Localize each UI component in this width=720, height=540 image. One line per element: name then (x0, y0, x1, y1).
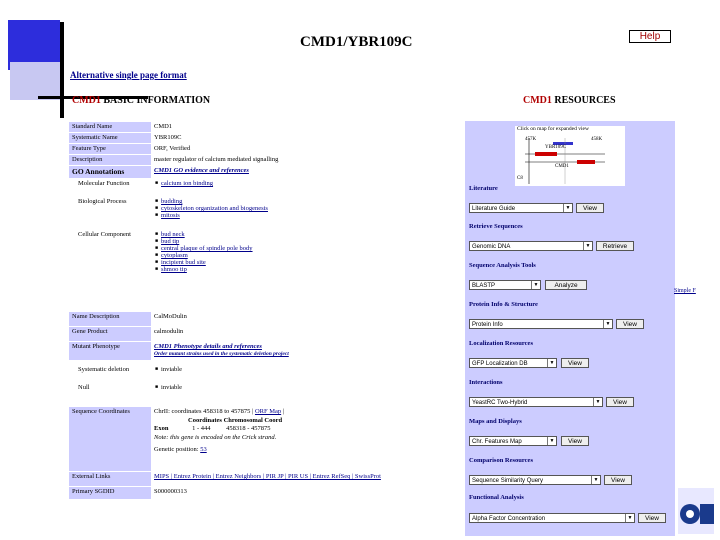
chromosome-map[interactable] (515, 126, 625, 186)
table-row (69, 472, 461, 487)
protein-header: Protein Info & Structure (469, 301, 538, 308)
table-row (69, 407, 461, 472)
row-label: Primary SGDID (69, 487, 151, 499)
functional-select[interactable] (469, 513, 635, 523)
coords-header: Coordinates Chromosomal Coord (188, 416, 283, 424)
table-row (69, 342, 461, 361)
orf-map-link[interactable]: ORF Map (254, 408, 282, 415)
row-value: YBR109C (151, 133, 461, 143)
chevron-down-icon: ▼ (591, 476, 600, 484)
comparison-view-button[interactable]: View (604, 475, 632, 485)
row-value: calmodulin (151, 327, 461, 341)
map-caption: Click on map for expanded view (517, 126, 589, 132)
comparison-select[interactable] (469, 475, 601, 485)
order-strains-link[interactable]: Order mutant strains used in the systematic deletion project (154, 351, 289, 357)
resources-heading (523, 95, 616, 106)
phenotype-link[interactable]: CMD1 Phenotype details and references (154, 343, 262, 350)
table-row (69, 380, 461, 407)
table-row (69, 179, 461, 197)
go-term-link[interactable]: bud neck (161, 231, 185, 238)
retrieve-select[interactable] (469, 241, 593, 251)
interactions-select[interactable] (469, 397, 603, 407)
localization-selected: GFP Localization DB (472, 361, 528, 367)
table-row (69, 133, 461, 144)
comparison-header: Comparison Resources (469, 457, 533, 464)
row-value: S000000313 (151, 487, 461, 499)
localization-view-button[interactable]: View (561, 358, 589, 368)
row-value: CMD1 (151, 122, 461, 132)
external-links[interactable]: MIPS | Entrez Protein | Entrez Neighbors | PIR JP | PIR US | Entrez RefSeq | SwissProt (154, 473, 381, 480)
analysis-selected: BLASTP (472, 283, 496, 289)
row-value: ■ inviable (162, 384, 458, 391)
resources-panel (465, 121, 675, 536)
genetic-position-label: Genetic position: (154, 446, 199, 453)
go-evidence-link[interactable]: CMD1 GO evidence and references (154, 167, 249, 174)
row-value: ORF, Verified (151, 144, 461, 154)
resources-heading-text: RESOURCES (554, 95, 616, 106)
row-value: ■ inviable (162, 366, 458, 373)
row-label: Gene Product (69, 327, 151, 341)
exon-coords: 1 - 444 (192, 425, 211, 432)
resources-gene-name: CMD1 (523, 95, 552, 106)
functional-selected: Alpha Factor Concentration (472, 516, 546, 522)
row-label: Cellular Component (69, 230, 151, 311)
row-label: GO Annotations (69, 166, 151, 178)
genetic-position-link[interactable]: 53 (200, 446, 207, 453)
maps-select[interactable] (469, 436, 557, 446)
basic-info-heading (72, 95, 210, 106)
go-term-link[interactable]: shmoo tip (161, 266, 187, 273)
sgd-logo-icon (676, 486, 716, 536)
chevron-down-icon: ▼ (603, 320, 612, 328)
help-button[interactable]: Help (629, 30, 671, 43)
map-corner-label: C8 (517, 176, 523, 181)
coords-prefix: ChrII: coordinates 458318 to 457875 | (154, 408, 254, 415)
row-value: CalMoDulin (151, 312, 461, 326)
go-term-link[interactable]: bud tip (161, 238, 180, 245)
literature-select[interactable] (469, 203, 573, 213)
localization-header: Localization Resources (469, 340, 533, 347)
table-row (69, 197, 461, 230)
row-label: Sequence Coordinates (69, 407, 151, 471)
page-title: CMD1/YBR109C (300, 34, 413, 50)
row-label: External Links (69, 472, 151, 486)
analyze-button[interactable]: Analyze (545, 280, 587, 290)
table-row (69, 230, 461, 312)
row-label: Null (69, 380, 151, 406)
protein-select[interactable] (469, 319, 613, 329)
alt-format-link[interactable]: Alternative single page format (70, 70, 187, 80)
go-term-link[interactable]: budding (161, 198, 183, 205)
decor-vertical-line (60, 22, 64, 118)
map-gene-label: CMD1 (555, 164, 569, 169)
chevron-down-icon: ▼ (547, 437, 556, 445)
map-graphic (515, 126, 625, 186)
chevron-down-icon: ▼ (583, 242, 592, 250)
decor-lavender-square (10, 62, 62, 100)
go-term-link[interactable]: cytoplasm (161, 252, 188, 259)
exon-chrom-coords: 458318 - 457875 (226, 425, 271, 432)
coords-suffix: | (282, 408, 285, 415)
row-label: Description (69, 155, 151, 165)
localization-select[interactable] (469, 358, 557, 368)
exon-label: Exon (154, 425, 169, 432)
interactions-view-button[interactable]: View (606, 397, 634, 407)
protein-view-button[interactable]: View (616, 319, 644, 329)
interactions-selected: YeastRC Two-Hybrid (472, 400, 528, 406)
row-label: Systematic deletion (69, 361, 151, 379)
basic-gene-name: CMD1 (72, 95, 101, 106)
table-row (69, 327, 461, 342)
chevron-down-icon: ▼ (531, 281, 540, 289)
table-row (69, 122, 461, 133)
row-label: Biological Process (69, 197, 151, 229)
basic-heading-text: BASIC INFORMATION (103, 95, 211, 106)
row-label: Standard Name (69, 122, 151, 132)
crick-note: Note: this gene is encoded on the Crick strand. (154, 433, 277, 441)
maps-header: Maps and Displays (469, 418, 522, 425)
map-left-coord: 457K (525, 137, 537, 142)
map-right-coord: 458K (591, 137, 603, 142)
table-row (69, 155, 461, 166)
functional-header: Functional Analysis (469, 494, 524, 501)
table-row (69, 166, 461, 179)
interactions-header: Interactions (469, 379, 503, 386)
table-row (69, 487, 461, 500)
go-term-link[interactable]: cytoskeleton organization and biogenesis (161, 205, 268, 212)
literature-header: Literature (469, 185, 498, 192)
retrieve-selected: Genomic DNA (472, 244, 511, 250)
comparison-selected: Sequence Similarity Query (472, 478, 544, 484)
row-label: Feature Type (69, 144, 151, 154)
row-label: Name Description (69, 312, 151, 326)
analysis-header: Sequence Analysis Tools (469, 262, 536, 269)
literature-view-button[interactable]: View (576, 203, 604, 213)
maps-view-button[interactable]: View (561, 436, 589, 446)
row-label: Systematic Name (69, 133, 151, 143)
go-term-link[interactable]: incipient bud site (161, 259, 206, 266)
retrieve-button[interactable]: Retrieve (596, 241, 634, 251)
literature-selected: Literature Guide (472, 206, 516, 212)
basic-info-table (69, 122, 461, 500)
go-term-link[interactable]: central plaque of spindle pole body (161, 245, 253, 252)
retrieve-header: Retrieve Sequences (469, 223, 523, 230)
analysis-select[interactable] (469, 280, 541, 290)
table-row (69, 361, 461, 380)
chevron-down-icon: ▼ (625, 514, 634, 522)
row-label: Molecular Function (69, 179, 151, 196)
row-value: master regulator of calcium mediated signalling (151, 155, 461, 165)
go-term-link[interactable]: calcium ion binding (161, 180, 214, 187)
simple-format-link[interactable]: Simple F (674, 288, 696, 294)
chevron-down-icon: ▼ (547, 359, 556, 367)
functional-view-button[interactable]: View (638, 513, 666, 523)
map-orf-label: YBR109C (545, 145, 567, 150)
table-row (69, 312, 461, 327)
maps-selected: Chr. Features Map (472, 439, 522, 445)
chevron-down-icon: ▼ (593, 398, 602, 406)
chevron-down-icon: ▼ (563, 204, 572, 212)
table-row (69, 144, 461, 155)
row-label: Mutant Phenotype (69, 342, 151, 360)
go-term-link[interactable]: mitosis (161, 212, 180, 219)
protein-selected: Protein Info (472, 322, 503, 328)
